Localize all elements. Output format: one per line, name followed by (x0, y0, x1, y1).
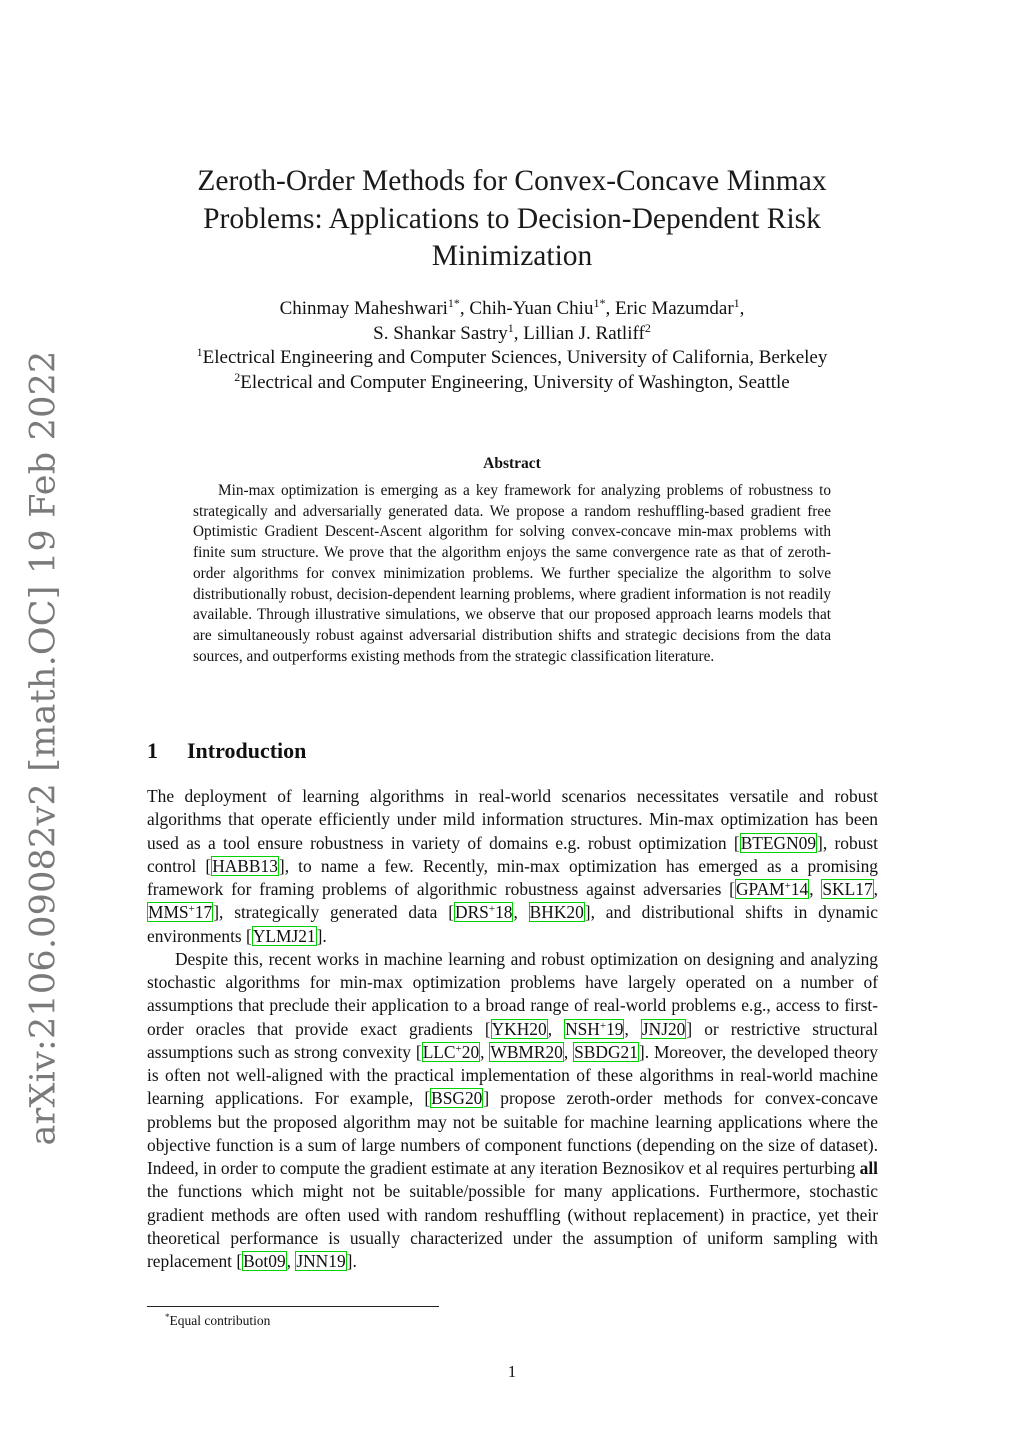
affiliation-mark: 1 (733, 296, 740, 310)
citation-link[interactable]: BHK20 (529, 902, 584, 923)
text-run: , strategically generated data (219, 902, 449, 923)
abstract-text: Min-max optimization is emerging as a key framework for analyzing problems of robustness to strategically and adversarially generated data. We propose a random reshuffling-based gradient free Optimistic Gradient Descent-Ascent algorithm for solving convex-concave min-max problems with finite sum structure. We prove that the algorithm enjoys the same convergence rate as that of zeroth-order algorithms for convex minimization problems. We further specialize the algorithm to solve distributionally robust, decision-dependent learning problems, where gradient information is not readily available. Through illustrative simulations, we observe that our proposed approach learns models that are simultaneously robust against adversarial distribution shifts and strategic decisions from the data sources, and outperforms existing methods from the strategic classification literature. (193, 482, 831, 665)
introduction-body (147, 785, 878, 1273)
affiliation-mark: 1 (507, 320, 514, 335)
separator: , (480, 1041, 490, 1062)
citation-plus: + (599, 1019, 607, 1032)
separator: , (563, 1041, 574, 1062)
citation-link[interactable] (147, 902, 213, 922)
author-name: Chinmay Maheshwari (279, 298, 448, 319)
bracket: ] (483, 1088, 490, 1109)
bracket: [ (246, 925, 252, 946)
author-line-1: Chinmay Maheshwari$^{1*}$, Chih-Yuan Chiu$^{1*}$, Eric Mazumdar$^1$, (279, 296, 745, 319)
arxiv-side-stamp (22, 349, 66, 1146)
bracket: ] (316, 925, 323, 946)
text-run: . (322, 925, 327, 946)
bracket: [ (484, 1018, 491, 1039)
bracket: ] (213, 902, 220, 923)
bracket: ] (638, 1041, 645, 1062)
abstract-heading: Abstract (483, 455, 541, 472)
citation-link[interactable]: YKH20 (491, 1018, 547, 1039)
author-name: Lillian J. Ratliff (523, 322, 645, 344)
bracket: [ (733, 832, 740, 853)
affiliation-mark: 2 (234, 369, 241, 384)
citation-link[interactable]: SKL17 (822, 879, 873, 899)
separator: , (624, 1018, 641, 1039)
citation-link[interactable]: HABB13 (212, 855, 278, 876)
affiliation-mark: 1* (593, 296, 606, 310)
citation-link[interactable] (564, 1019, 624, 1039)
paragraph-1 (147, 785, 878, 948)
citation-plus: + (188, 903, 195, 916)
citation-year: 20 (461, 1041, 480, 1062)
citation-year: 17 (194, 902, 213, 923)
footnote-rule (147, 1306, 439, 1307)
citation-key: DRS (455, 902, 489, 923)
arxiv-identifier: arXiv:2106.09082v2 [math.OC] 19 Feb 2022 (24, 349, 64, 1146)
citation-link[interactable]: BSG20 (431, 1088, 483, 1109)
citation-link[interactable]: JNJ20 (641, 1018, 686, 1039)
bracket: ] (817, 832, 823, 853)
section-number: 1 (147, 738, 158, 763)
citation-link[interactable]: BTEGN09 (740, 832, 817, 853)
page-number: 1 (507, 1362, 517, 1381)
separator: , (873, 879, 878, 899)
bracket: ] (278, 855, 285, 876)
bracket: [ (424, 1088, 431, 1109)
citation-link[interactable] (422, 1042, 480, 1062)
footnote-text: Equal contribution (169, 1313, 271, 1328)
citation-year: 19 (606, 1018, 624, 1039)
affiliation-mark: 1 (196, 345, 203, 359)
affiliation-1 (120, 346, 904, 371)
text-run: or restrictive structural assumptions such as strong convexity (147, 1018, 878, 1062)
citation-key: NSH (565, 1018, 600, 1039)
text-run: , and distributional shifts in dynamic environments (147, 902, 878, 946)
bracket: [ (448, 902, 455, 923)
text-run: the functions which might not be suitable/possible for many applications. Furthermore, stochastic gradient methods are often used with random reshuffling (without replacement) in practice, yet their theoretical performance is usually characterized under the assumption of uniform sampling with replacement (147, 1181, 878, 1271)
separator: , (286, 1251, 296, 1271)
author-name: Eric Mazumdar (614, 298, 734, 319)
citation-key: MMS (148, 902, 189, 923)
emphasis: all (859, 1158, 878, 1178)
citation-key: LLC (422, 1041, 456, 1062)
author-name: Chih-Yuan Chiu (469, 298, 594, 319)
section-heading (147, 738, 306, 764)
text-run: , to name a few. Recently, min-max optimization has emerged as a promising framework for framing problems of algorithmic robustness against adversaries (147, 855, 878, 899)
section-title: Introduction (187, 738, 307, 763)
citation-plus: + (784, 880, 791, 892)
text-run: Despite this, recent works in machine learning and robust optimization on designing and analyzing stochastic algorithms for min-max optimization problems have largely operated on a number of assumptions that preclude their application to a broad range of real-world problems e.g., access to first-order oracles that provide exact gradients (147, 948, 878, 1039)
author-line-2: S. Shankar Sastry$^1$, Lillian J. Ratliff$^2$ (373, 320, 651, 344)
bracket: [ (236, 1251, 243, 1271)
affiliation-text: Electrical and Computer Engineering, University of Washington, Seattle (240, 371, 790, 393)
affiliation-2 (120, 371, 904, 396)
author-block (120, 297, 904, 395)
citation-year: 14 (790, 879, 809, 899)
citation-year: 18 (495, 902, 513, 923)
bracket: [ (205, 855, 212, 876)
equal-contribution-mark: * (453, 296, 460, 310)
footnote-mark: * (165, 1312, 170, 1322)
text-run: The deployment of learning algorithms in real-world scenarios necessitates versatile and robust algorithms that operate efficiently under mild information structures. Min-max optimization has been used as a tool ensure robustness in variety of domains e.g. robust optimization (147, 786, 878, 853)
footnote (165, 1313, 270, 1329)
citation-link[interactable]: SBDG21 (574, 1041, 638, 1062)
citation-link[interactable]: WBMR20 (490, 1041, 563, 1062)
paragraph-2 (147, 948, 878, 1274)
affiliation-text: Electrical Engineering and Computer Sciences, University of California, Berkeley (202, 347, 828, 368)
text-run: propose zeroth-order methods for convex-concave problems but the proposed algorithm may not be suitable for machine learning applications where the objective function is a sum of large numbers of component functions (depending on the size of dataset). Indeed, in order to compute the gradient estimate at any iteration Beznosikov et al requires perturbing (147, 1088, 878, 1178)
citation-plus: + (455, 1042, 462, 1055)
bracket: [ (729, 879, 735, 899)
citation-key: GPAM (735, 879, 785, 899)
citation-link[interactable]: YLMJ21 (252, 925, 316, 946)
citation-plus: + (488, 903, 496, 916)
citation-link[interactable] (454, 902, 513, 922)
separator: , (809, 879, 822, 899)
affiliation-mark: 1 (447, 296, 454, 310)
author-name: S. Shankar Sastry (373, 322, 508, 344)
separator: , (513, 902, 529, 923)
text-run: . (352, 1251, 357, 1271)
separator: , (547, 1018, 565, 1039)
bracket: ] (346, 1251, 353, 1271)
citation-link[interactable]: JNN19 (296, 1251, 346, 1271)
affiliation-mark: 2 (644, 320, 651, 335)
text-run: . Moreover, the developed theory is often not well-aligned with the practical implementation of these algorithms in real-world machine learning applications. For example, (147, 1041, 878, 1109)
paper-title: Zeroth-Order Methods for Convex-Concave Minmax Problems: Applications to Decision-Dependent Risk Minimization (197, 165, 827, 272)
bracket: ] (686, 1018, 693, 1039)
citation-link[interactable]: Bot09 (243, 1251, 286, 1271)
citation-link[interactable] (735, 879, 809, 899)
bracket: [ (415, 1041, 422, 1062)
text-run: , robust control (147, 832, 878, 876)
abstract-body (193, 481, 831, 667)
bracket: ] (584, 902, 591, 923)
